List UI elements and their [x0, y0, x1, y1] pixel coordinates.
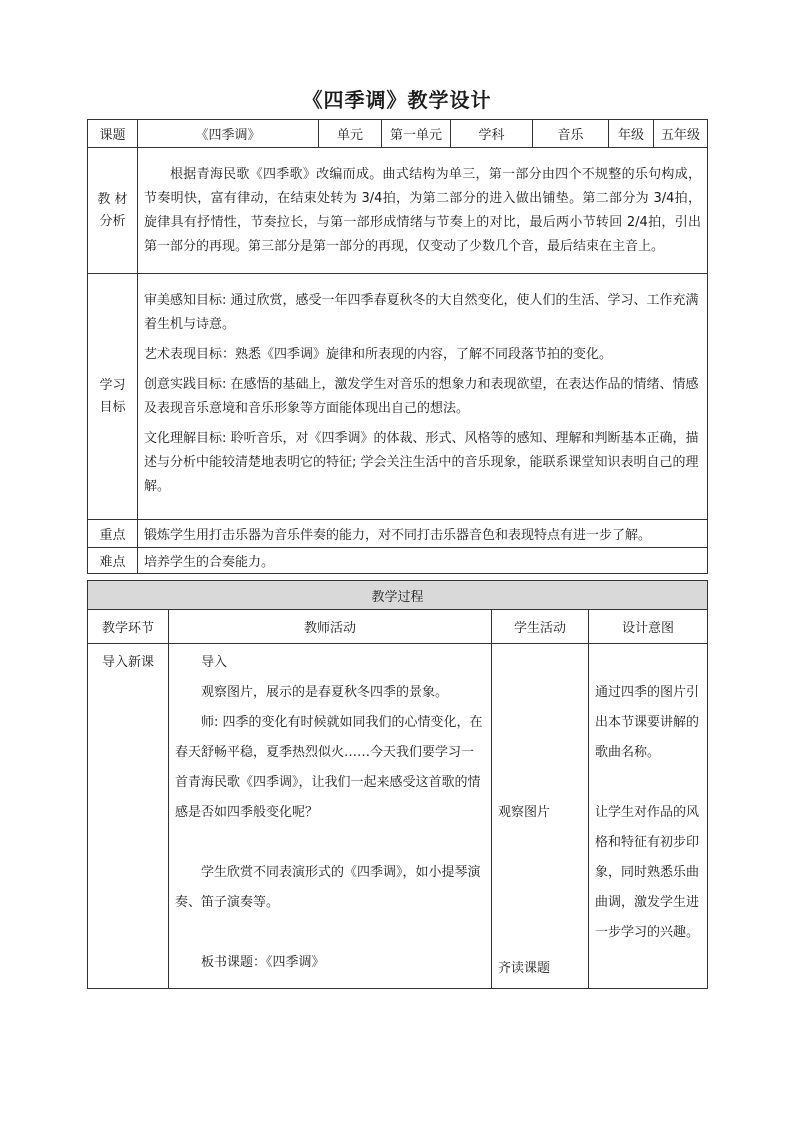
difficulty-text: 培养学生的合奏能力。	[138, 548, 708, 574]
process-section-title: 教学过程	[88, 581, 708, 610]
teacher-activity-cell	[169, 644, 492, 989]
material-label	[88, 148, 138, 274]
topic-label: 课题	[88, 120, 138, 148]
lesson-info-table	[87, 119, 708, 574]
material-text: 根据青海民歌《四季歌》改编而成。曲式结构为单三，第一部分由四个不规整的乐句构成，节奏明快，富有律动，在结束处转为 3/4拍，为第二部分的进入做出铺垫。第二部分为 3/4拍，旋律具有抒情性，节奏拉长，与第一部形成情绪与节奏上的对比，最后两小节转回 2/4拍，引出第一部分的再现。第三部分是第一部分的再现，仅变动了少数几个音，最后结束在主音上。	[138, 148, 708, 274]
material-label-line2: 分析	[99, 213, 126, 229]
goal-item: 艺术表现目标：熟悉《四季调》旋律和所表现的内容，了解不同段落节拍的变化。	[144, 346, 613, 362]
key-point-text: 锻炼学生用打击乐器为音乐伴奏的能力，对不同打击乐器音色和表现特点有进一步了解。	[138, 520, 708, 548]
teacher-line: 板书课题：《四季调》	[201, 955, 325, 970]
topic-value: 《四季调》	[138, 120, 319, 148]
goals-list	[138, 274, 708, 520]
teacher-line: 师: 四季的变化有时候就如同我们的心情变化，在春天舒畅平稳，夏季热烈似火……今天我们要学习一首青海民歌《四季调》，让我们一起来感受这首歌的情感是否如四季般变化呢？	[175, 715, 483, 820]
goals-label	[88, 274, 138, 520]
difficulty-label: 难点	[88, 548, 138, 574]
goals-label-line1: 学习	[99, 377, 126, 393]
student-line: 齐读课题	[498, 961, 551, 976]
material-label-line1: 教 材	[97, 191, 128, 207]
goal-item: 文化理解目标: 聆听音乐，对《四季调》的体裁、形式、风格等的感知、理解和判断基本正确，描述与分析中能较清楚地表明它的特征; 学会关注生活中的音乐现象，能联系课堂知识表明自己的理解。	[144, 430, 699, 494]
unit-label: 单元	[319, 120, 382, 148]
student-line: 观察图片	[498, 805, 551, 820]
teacher-line: 观察图片，展示的是春夏秋冬四季的景象。	[201, 685, 449, 700]
intent-cell	[589, 644, 708, 989]
intent-line: 通过四季的图片引出本节课要讲解的歌曲名称。	[595, 685, 700, 760]
stage-cell	[88, 644, 169, 989]
grade-label: 年级	[609, 120, 654, 148]
col-intent-header: 设计意图	[589, 610, 708, 644]
process-header-row	[88, 610, 708, 644]
goals-label-line2: 目标	[99, 399, 126, 415]
intent-line: 让学生对作品的风格和特征有初步印象，同时熟悉乐曲曲调，激发学生进一步学习的兴趣。	[595, 805, 700, 940]
header-row	[88, 120, 708, 148]
key-point-label: 重点	[88, 520, 138, 548]
process-section-row	[88, 581, 708, 610]
teaching-process-table	[87, 580, 708, 989]
teacher-line: 学生欣赏不同表演形式的《四季调》，如小提琴演奏、笛子演奏等。	[175, 865, 481, 910]
difficulty-row	[88, 548, 708, 574]
goals-row	[88, 274, 708, 520]
unit-value: 第一单元	[382, 120, 451, 148]
key-point-row	[88, 520, 708, 548]
stage-name: 导入新课	[101, 655, 154, 670]
page-title: 《四季调》教学设计	[302, 88, 492, 112]
subject-value: 音乐	[533, 120, 609, 148]
material-row	[88, 148, 708, 274]
grade-value: 五年级	[654, 120, 708, 148]
teacher-line: 导入	[201, 655, 228, 670]
subject-label: 学科	[451, 120, 533, 148]
goal-item: 审美感知目标: 通过欣赏，感受一年四季春夏秋冬的大自然变化，使人们的生活、学习、工作充满着生机与诗意。	[144, 292, 699, 332]
goal-item: 创意实践目标: 在感悟的基础上，激发学生对音乐的想象力和表现欲望，在表达作品的情绪、情感及表现音乐意境和音乐形象等方面能体现出自己的想法。	[144, 376, 699, 416]
col-teacher-header: 教师活动	[169, 610, 492, 644]
student-activity-cell	[492, 644, 589, 989]
col-student-header: 学生活动	[492, 610, 589, 644]
col-stage-header: 教学环节	[88, 610, 169, 644]
process-row-intro	[88, 644, 708, 989]
